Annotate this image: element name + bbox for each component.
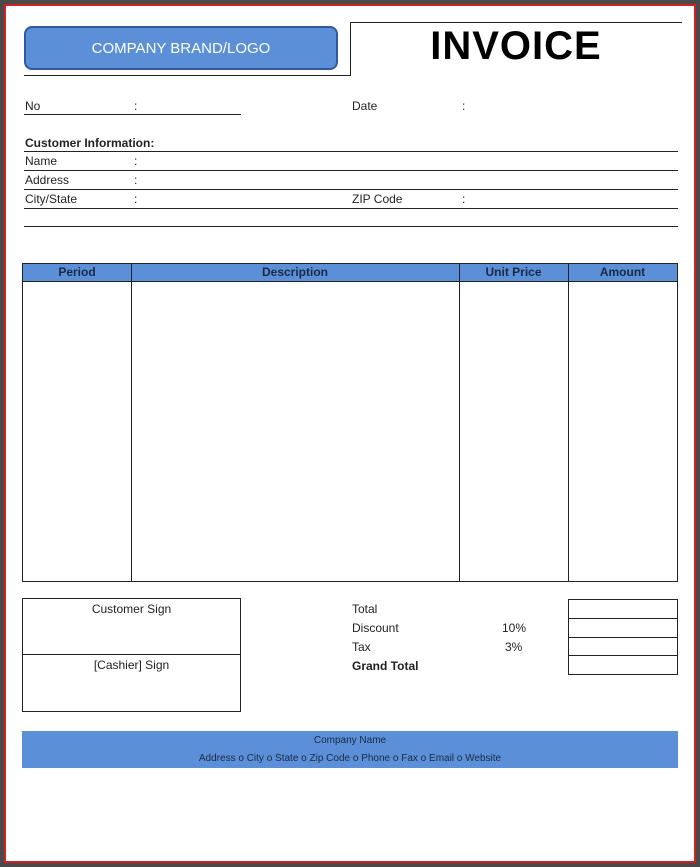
city-state-field-line[interactable] [24, 208, 678, 209]
discount-label: Discount [352, 621, 399, 635]
items-table [22, 263, 678, 582]
tax-label: Tax [352, 640, 371, 654]
totals-value-box [568, 599, 678, 675]
no-field-line[interactable] [24, 114, 241, 115]
discount-value-cell[interactable] [569, 619, 677, 637]
footer-contact-line: Address o City o State o Zip Code o Phone o Fax o Email o Website [198, 753, 502, 764]
column-header-amount: Amount [599, 265, 646, 279]
period-cell[interactable] [23, 282, 131, 581]
company-brand-logo [24, 26, 338, 70]
no-colon: : [134, 99, 138, 113]
total-value-cell[interactable] [569, 600, 677, 618]
invoice-title: INVOICE [430, 24, 602, 68]
address-field-line[interactable] [24, 189, 678, 190]
city-state-colon: : [134, 192, 138, 206]
address-label: Address [25, 173, 70, 187]
customer-extra-line[interactable] [24, 226, 678, 227]
tax-value-cell[interactable] [569, 638, 677, 655]
tax-value: 3% [505, 640, 523, 654]
unit-price-cell[interactable] [460, 282, 567, 581]
customer-line-1 [24, 151, 678, 152]
customer-sign-label: Customer Sign [91, 602, 172, 616]
brand-label: COMPANY BRAND/LOGO [91, 39, 271, 57]
discount-value: 10% [502, 621, 527, 635]
column-header-unit-price: Unit Price [485, 265, 542, 279]
column-header-period: Period [58, 265, 96, 279]
customer-sign-area[interactable] [23, 619, 240, 653]
cashier-sign-label: [Cashier] Sign [93, 658, 170, 672]
total-label: Total [352, 602, 378, 616]
signature-divider [23, 654, 240, 655]
grand-total-value-cell[interactable] [569, 656, 677, 674]
zip-colon: : [462, 192, 466, 206]
address-colon: : [134, 173, 138, 187]
no-label: No [25, 99, 41, 113]
customer-info-heading: Customer Information: [25, 136, 155, 150]
name-field-line[interactable] [24, 170, 678, 171]
cashier-sign-area[interactable] [23, 675, 240, 711]
name-label: Name [25, 154, 58, 168]
description-cell[interactable] [132, 282, 458, 581]
date-colon: : [462, 99, 466, 113]
signature-box [22, 598, 241, 712]
invoice-page [4, 4, 696, 863]
city-state-label: City/State [25, 192, 78, 206]
header-underline [24, 75, 350, 76]
column-header-description: Description [261, 265, 328, 279]
footer-band [22, 731, 678, 768]
name-colon: : [134, 154, 138, 168]
zip-code-label: ZIP Code [352, 192, 403, 206]
footer-company-name: Company Name [313, 735, 387, 746]
table-header [23, 264, 677, 282]
amount-cell[interactable] [569, 282, 677, 581]
grand-total-label: Grand Total [352, 659, 419, 673]
date-label: Date [352, 99, 378, 113]
